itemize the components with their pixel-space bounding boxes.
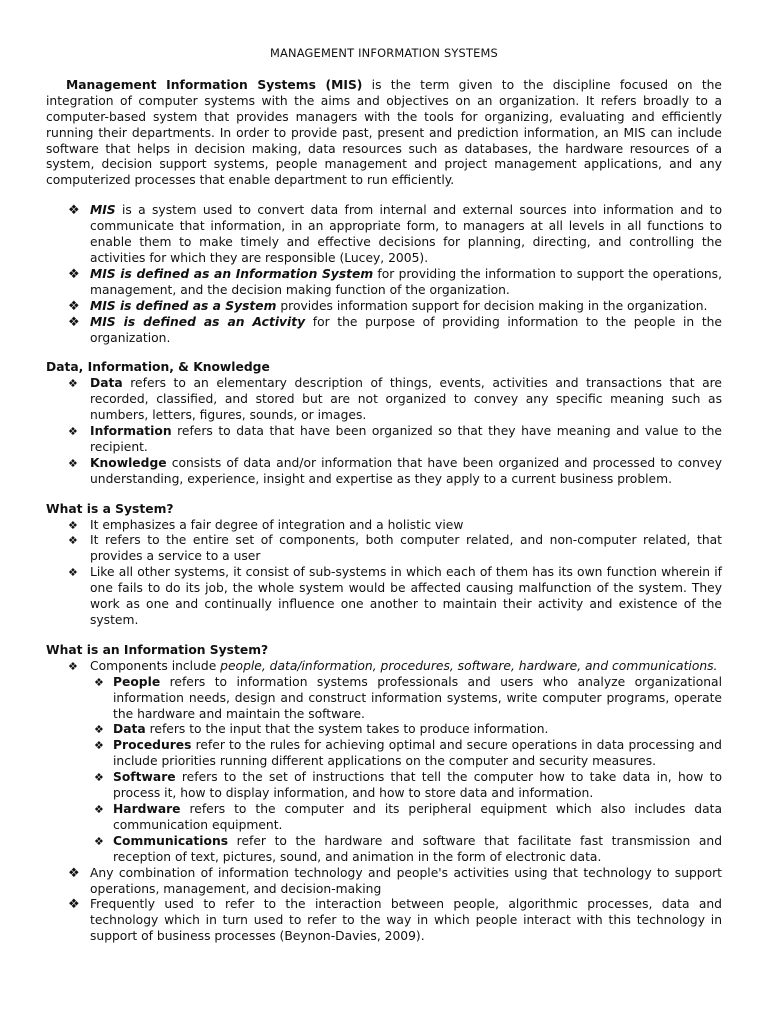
- list-item: [46, 565, 722, 629]
- diamond-bullet-icon: ❖: [68, 298, 80, 314]
- item-text: for the purpose of providing information to the people in the organization.: [90, 314, 722, 345]
- list-item: [46, 834, 722, 866]
- item-text: consists of data and/or information that have been organized and processed to convey understanding, experience, insight and expertise as they apply to a current business problem.: [90, 455, 722, 486]
- infosys-more-list: [46, 866, 722, 946]
- list-item: [46, 722, 722, 738]
- document-title: MANAGEMENT INFORMATION SYSTEMS: [270, 46, 498, 60]
- intro-text: is the term given to the discipline focused on the integration of computer systems with the aims and objectives on an organization. It refers broadly to a computer-based system that provides managers with the tools for organizing, evaluating and efficiently running their departments. In order to provide past, present and prediction information, an MIS can include software that helps in decision making, data resources such as databases, the hardware resources of a system, decision support systems, people management and project management applications, and any computerized processes that enable department to run efficiently.: [46, 77, 722, 188]
- item-lead: Knowledge: [90, 455, 167, 470]
- list-item: [46, 203, 722, 267]
- diamond-bullet-icon: ❖: [94, 723, 104, 737]
- section-heading-system: What is a System?: [46, 501, 174, 516]
- diamond-bullet-icon: ❖: [94, 771, 104, 785]
- item-text: It emphasizes a fair degree of integration and a holistic view: [90, 517, 464, 532]
- diamond-bullet-icon: ❖: [68, 534, 78, 548]
- list-item: [46, 267, 722, 299]
- list-item: [46, 897, 722, 945]
- dik-list: [46, 376, 722, 487]
- diamond-bullet-icon: ❖: [68, 266, 80, 282]
- item-lead: MIS is defined as an Activity: [90, 314, 306, 329]
- item-lead: Procedures: [113, 738, 192, 753]
- list-item: [46, 424, 722, 456]
- diamond-bullet-icon: ❖: [68, 566, 78, 580]
- list-item: [46, 802, 722, 834]
- diamond-bullet-icon: ❖: [68, 377, 78, 391]
- item-text: is a system used to convert data from internal and external sources into information and to communicate that information, in an appropriate form, to managers at all levels in all functions to enable them to make timely and effective decisions for planning, directing, and controlling the activities for which they are responsible (Lucey, 2005).: [90, 203, 722, 265]
- diamond-bullet-icon: ❖: [68, 425, 78, 439]
- list-item: [46, 518, 722, 534]
- item-lead: MIS is defined as an Information System: [90, 266, 374, 281]
- diamond-bullet-icon: ❖: [68, 897, 80, 913]
- item-lead: People: [113, 674, 161, 689]
- diamond-bullet-icon: ❖: [68, 203, 80, 219]
- item-text: refers to the computer and its peripheral equipment which also includes data communication equipment.: [113, 801, 722, 832]
- mis-definition-list: [46, 203, 722, 346]
- diamond-bullet-icon: ❖: [94, 675, 104, 689]
- list-item: [46, 456, 722, 488]
- item-lead: MIS is defined as a System: [90, 298, 277, 313]
- item-text: refers to an elementary description of things, events, activities and transactions that are recorded, classified, and stored but are not organized to convey any specific meaning such as numbers, letters, figures, sounds, or images.: [90, 376, 722, 423]
- item-text: Frequently used to refer to the interaction between people, algorithmic processes, data and technology which in turn used to refer to the way in which people interact with this technology in support of business processes (Beynon-Davies, 2009).: [90, 897, 722, 944]
- item-lead: Hardware: [113, 801, 181, 816]
- list-item: [46, 770, 722, 802]
- item-lead: Software: [113, 770, 176, 785]
- item-text: It refers to the entire set of components, both computer related, and non-computer related, that provides a service to a user: [90, 533, 722, 564]
- item-text: refer to the hardware and software that facilitate fast transmission and reception of text, pictures, sound, and animation in the form of electronic data.: [113, 833, 722, 864]
- infosys-list: [46, 659, 722, 675]
- list-item: [46, 376, 722, 424]
- item-text: refer to the rules for achieving optimal and secure operations in data processing and include priorities running different applications on the computer and security measures.: [113, 738, 722, 769]
- item-lead: Information: [90, 424, 172, 439]
- item-text: refers to the input that the system takes to produce information.: [145, 722, 549, 737]
- list-item: [46, 659, 722, 675]
- components-list-text: people, data/information, procedures, software, hardware, and communications.: [220, 658, 718, 673]
- intro-term: Management Information Systems (MIS): [66, 77, 363, 92]
- item-text: refers to information systems professionals and users who analyze organizational information needs, design and construct information systems, write computer programs, operate the hardware and maintain the software.: [113, 674, 722, 721]
- diamond-bullet-icon: ❖: [68, 456, 78, 470]
- item-lead: Data: [113, 722, 146, 737]
- diamond-bullet-icon: ❖: [68, 314, 80, 330]
- diamond-bullet-icon: ❖: [94, 802, 104, 816]
- item-text: refers to data that have been organized so that they have meaning and value to the recipient.: [90, 424, 722, 454]
- item-text: provides information support for decision making in the organization.: [276, 298, 708, 313]
- list-item: [46, 675, 722, 723]
- item-lead: Data: [90, 376, 123, 391]
- system-list: [46, 518, 722, 629]
- diamond-bullet-icon: ❖: [68, 865, 80, 881]
- components-list: [46, 675, 722, 866]
- diamond-bullet-icon: ❖: [68, 518, 78, 532]
- diamond-bullet-icon: ❖: [94, 739, 104, 753]
- diamond-bullet-icon: ❖: [94, 834, 104, 848]
- section-heading-dik: Data, Information, & Knowledge: [46, 360, 270, 375]
- list-item: [46, 299, 722, 315]
- intro-paragraph: [46, 78, 722, 189]
- list-item: [46, 533, 722, 565]
- item-text: Components include: [90, 658, 221, 673]
- item-text: refers to the set of instructions that tell the computer how to take data in, how to process it, how to display information, and how to store data and information.: [113, 770, 722, 801]
- item-text: Any combination of information technology and people's activities using that technology to support operations, management, and decision-making: [90, 865, 722, 896]
- list-item: [46, 738, 722, 770]
- diamond-bullet-icon: ❖: [68, 659, 78, 673]
- section-heading-information-system: What is an Information System?: [46, 642, 269, 657]
- item-lead: Communications: [113, 833, 229, 848]
- list-item: [46, 866, 722, 898]
- list-item: [46, 315, 722, 347]
- item-lead: MIS: [90, 203, 116, 218]
- item-text: for providing the information to support the operations, management, and the decision making function of the organization.: [90, 266, 722, 297]
- item-text: Like all other systems, it consist of sub-systems in which each of them has its own function wherein if one fails to do its job, the whole system would be affected causing malfunction of the system. They work as one and continually influence one another to maintain their activity and existence of the system.: [90, 565, 722, 627]
